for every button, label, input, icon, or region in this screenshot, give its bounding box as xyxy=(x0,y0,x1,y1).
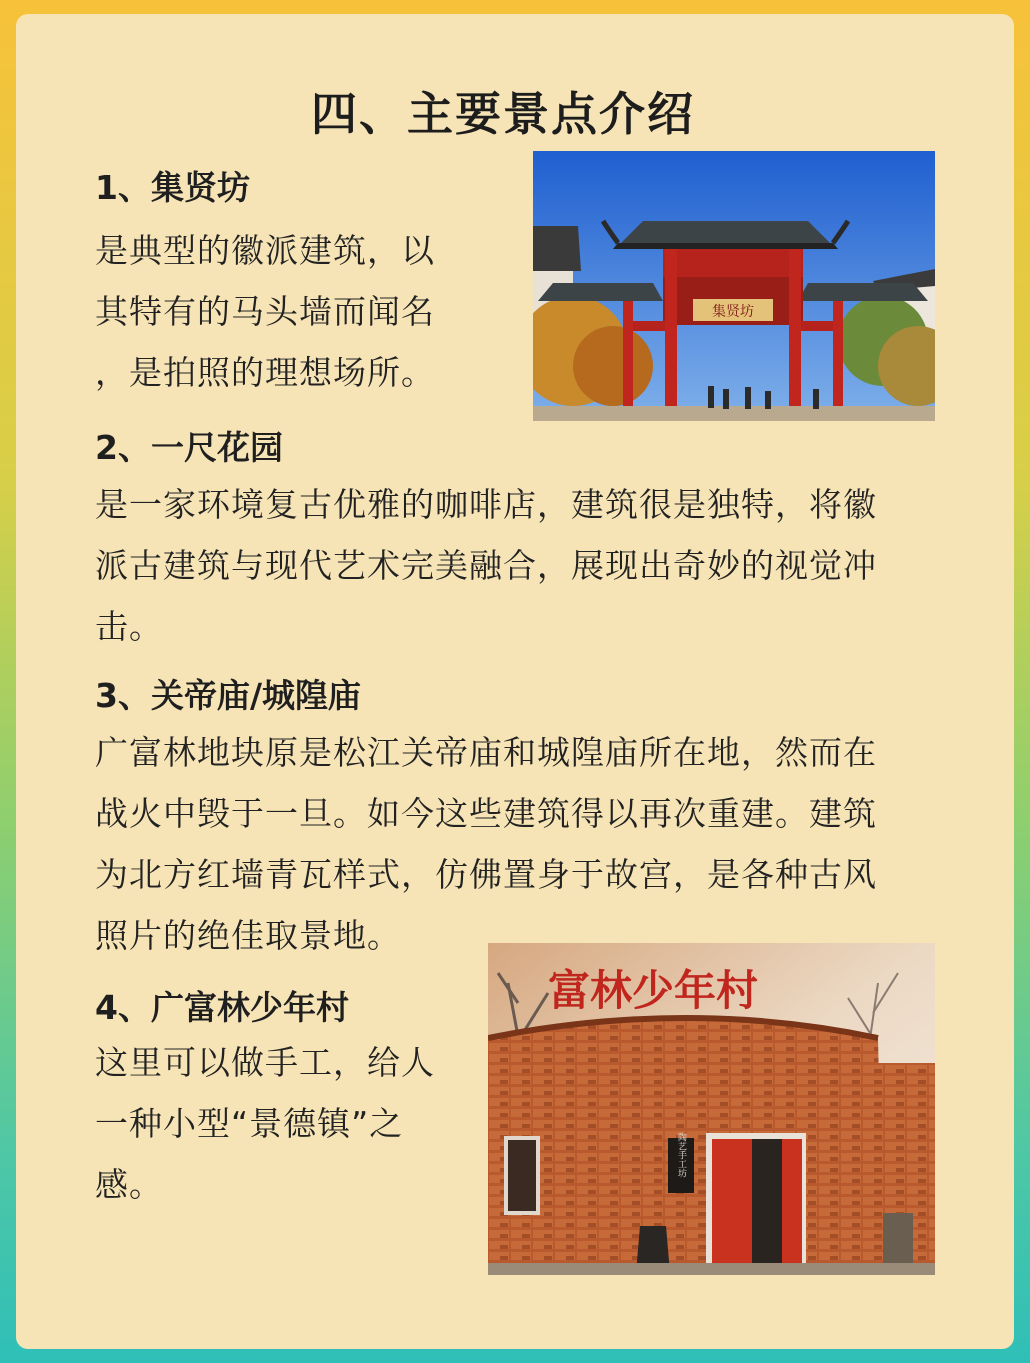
section-4-line-1: 这里可以做手工，给人 xyxy=(95,1043,435,1082)
section-3-line-1: 广富林地块原是松江关帝庙和城隍庙所在地，然而在 xyxy=(95,733,877,772)
section-1-line-2: 其特有的马头墙而闻名 xyxy=(95,292,435,331)
gate-plaque-text: 集贤坊 xyxy=(712,304,754,320)
section-2-line-2: 派古建筑与现代艺术完美融合，展现出奇妙的视觉冲 xyxy=(95,546,877,585)
section-4-line-3: 感。 xyxy=(95,1165,163,1204)
section-4-line-2: 一种小型“景德镇”之 xyxy=(95,1104,404,1143)
section-3-line-3: 为北方红墙青瓦样式，仿佛置身于故宫，是各种古风 xyxy=(95,855,877,894)
section-1-line-1: 是典型的徽派建筑，以 xyxy=(95,231,435,270)
village-sign-text: 富林少年村 xyxy=(548,966,759,1015)
section-3-text xyxy=(95,722,955,966)
section-2-text xyxy=(95,474,955,657)
youth-village-photo xyxy=(488,943,935,1275)
section-2-line-1: 是一家环境复古优雅的咖啡店，建筑很是独特，将徽 xyxy=(95,485,877,524)
section-2-heading: 2、一尺花园 xyxy=(95,428,283,467)
page-title: 四、主要景点介绍 xyxy=(311,87,695,141)
section-4-heading: 4、广富林少年村 xyxy=(95,988,349,1027)
section-1-text xyxy=(95,220,485,403)
section-2-line-3: 击。 xyxy=(95,607,163,646)
section-1-line-3: ，是拍照的理想场所。 xyxy=(95,353,435,392)
section-3-heading: 3、关帝庙/城隍庙 xyxy=(95,676,362,715)
section-3-line-2: 战火中毁于一旦。如今这些建筑得以再次重建。建筑 xyxy=(95,794,877,833)
section-4-text xyxy=(95,1032,475,1215)
jixianfang-gate-photo xyxy=(533,151,935,421)
section-1-heading: 1、集贤坊 xyxy=(95,168,250,207)
workshop-sign-text: 陶艺手工坊 xyxy=(676,1132,686,1178)
section-3-line-4: 照片的绝佳取景地。 xyxy=(95,916,401,955)
